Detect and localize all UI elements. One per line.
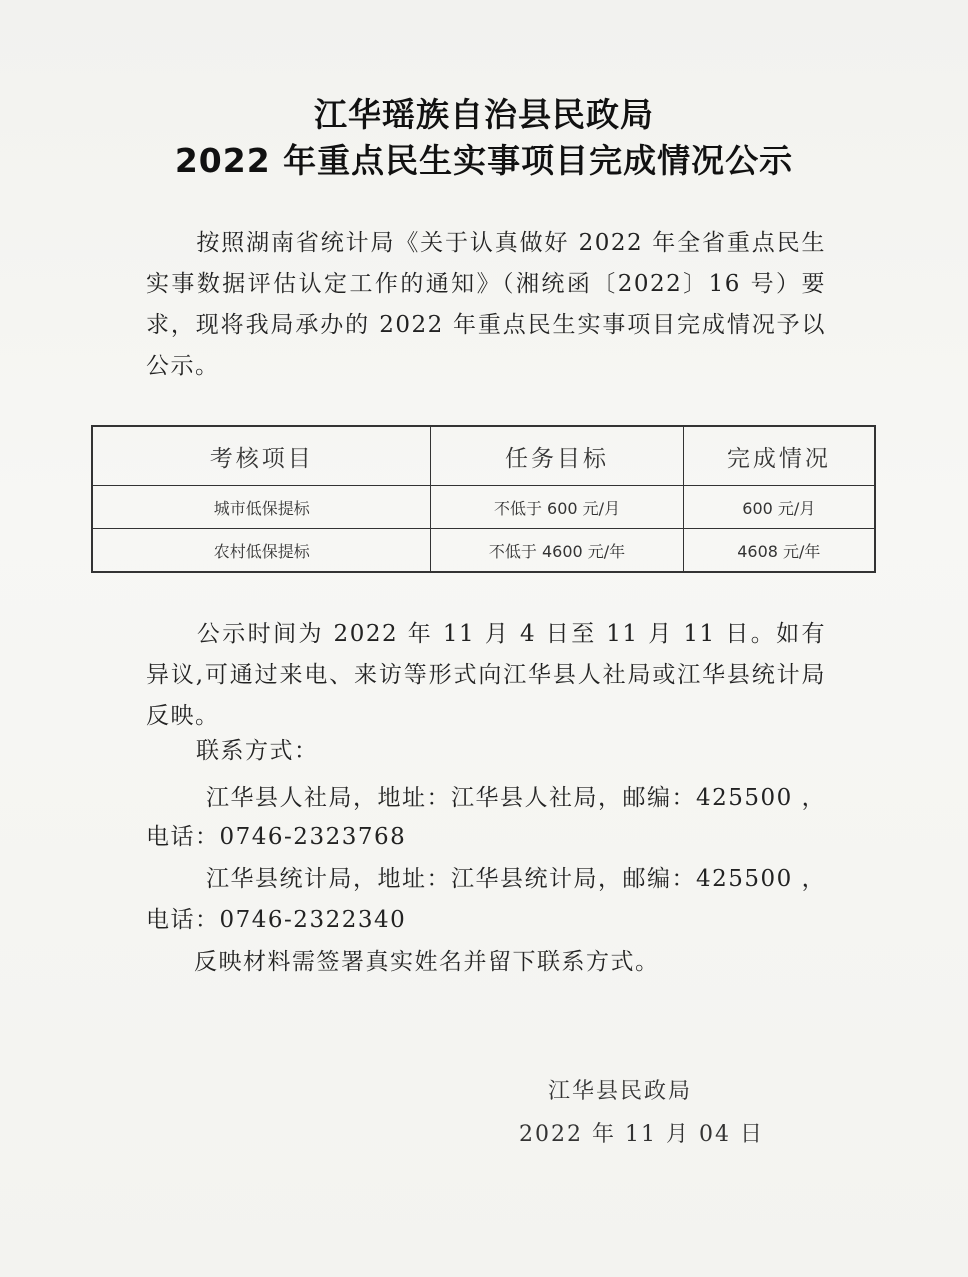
notice-text: 公示时间为 2022 年 11 月 4 日至 11 月 11 日。如有异议,可通过来电、来访等形式向江华县人社局或江华县统计局反映。	[146, 621, 826, 729]
header-cell: 任务目标	[431, 426, 683, 486]
table-cell: 600 元/月	[683, 486, 875, 529]
header-cell: 完成情况	[683, 426, 875, 486]
contact-label: 联系方式：	[196, 738, 319, 764]
table-header-row	[92, 426, 875, 486]
title-line-2: 2022 年重点民生实事项目完成情况公示	[174, 141, 794, 180]
table-row	[92, 486, 875, 529]
requirement-text: 反映材料需签署真实姓名并留下联系方式。	[194, 949, 660, 975]
header-cell: 考核项目	[92, 426, 431, 486]
contact2-address: 江华县统计局，地址：江华县统计局，邮编：425500 ，	[206, 866, 827, 892]
intro-paragraph	[146, 223, 826, 387]
table-cell: 农村低保提标	[92, 529, 431, 573]
table-row	[92, 529, 875, 573]
table-cell: 城市低保提标	[92, 486, 431, 529]
table-cell: 不低于 600 元/月	[431, 486, 683, 529]
title-line-1: 江华瑶族自治县民政局	[314, 95, 654, 134]
notice-paragraph	[146, 614, 826, 737]
signature-date: 2022 年 11 月 04 日	[519, 1122, 764, 1147]
signature-org: 江华县民政局	[548, 1079, 693, 1104]
intro-text: 按照湖南省统计局《关于认真做好 2022 年全省重点民生实事数据评估认定工作的通知》（湘统函〔2022〕16 号）要求，现将我局承办的 2022 年重点民生实事项目完成情况予以公示。	[146, 230, 826, 379]
assessment-table	[91, 425, 876, 573]
table-cell: 4608 元/年	[683, 529, 875, 573]
contact1-address: 江华县人社局，地址：江华县人社局，邮编：425500 ，	[206, 785, 827, 811]
contact2-phone: 电话：0746-2322340	[146, 907, 407, 933]
table-cell: 不低于 4600 元/年	[431, 529, 683, 573]
document-title	[0, 92, 968, 184]
contact1-phone: 电话：0746-2323768	[146, 824, 407, 850]
